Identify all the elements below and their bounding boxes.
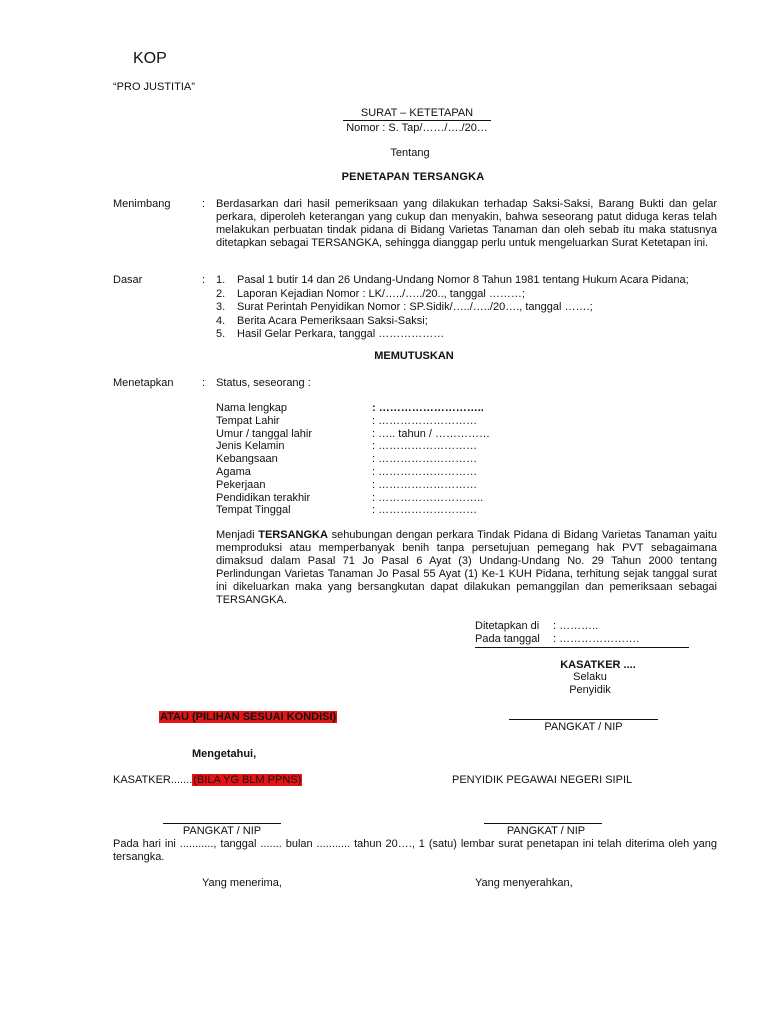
list-text: Surat Perintah Penyidikan Nomor : SP.Sidik/…../…../20…., tanggal …….; bbox=[237, 301, 593, 313]
signer-title: KASATKER .... bbox=[560, 659, 636, 671]
document-title-block bbox=[343, 107, 491, 134]
document-subject: PENETAPAN TERSANGKA bbox=[341, 171, 485, 183]
document-title: SURAT – KETETAPAN bbox=[343, 107, 491, 121]
decision-pre: Menjadi bbox=[216, 529, 259, 541]
field-value: : ….. tahun / …………… bbox=[372, 427, 490, 440]
field-name: Jenis Kelamin bbox=[216, 440, 285, 453]
signature-line-right bbox=[484, 823, 602, 824]
list-text: Berita Acara Pemeriksaan Saksi-Saksi; bbox=[237, 314, 428, 327]
menimbang-colon: : bbox=[202, 198, 206, 210]
tentang-label: Tentang bbox=[390, 147, 430, 159]
issued-divider bbox=[475, 647, 689, 648]
field-name: Tempat Lahir bbox=[216, 414, 280, 427]
list-number: 3. bbox=[216, 301, 226, 313]
field-value: : ……………………… bbox=[372, 504, 478, 517]
alternative-label bbox=[159, 711, 337, 723]
signer-pangkat: PANGKAT / NIP bbox=[544, 721, 623, 733]
field-name: Tempat Tinggal bbox=[216, 504, 291, 517]
menimbang-text: Berdasarkan dari hasil pemeriksaan yang dilakukan terhadap Saksi-Saksi, Barang Bukti dan gelar perkara, diperoleh keterangan yang cukup dan menyakin, bahwa seseorang patut diduga keras telah melakukan perbuatan tindak pidana di Bidang Varietas Tanaman dan oleh sebab itu maka statusnya ditetapkan sebagai TERSANGKA, sehingga dianggap perlu untuk mengeluarkan Surat Ketetapan ini. bbox=[216, 198, 717, 249]
decision-paragraph bbox=[216, 529, 717, 607]
field-value: : ……………………….. bbox=[372, 402, 484, 414]
kop-header: KOP bbox=[133, 50, 167, 67]
document-number: Nomor : S. Tap/……/…./20… bbox=[346, 122, 488, 134]
issued-at-value: : ……….. bbox=[553, 620, 599, 632]
giver-label: Yang menyerahkan, bbox=[475, 877, 573, 889]
dasar-label: Dasar bbox=[113, 274, 143, 286]
ppns-label: PENYIDIK PEGAWAI NEGERI SIPIL bbox=[452, 774, 633, 786]
list-item bbox=[216, 288, 689, 302]
list-number: 5. bbox=[216, 328, 226, 340]
field-value: : ……………………… bbox=[372, 440, 478, 453]
receiver-label: Yang menerima, bbox=[202, 877, 282, 889]
kasatker-block bbox=[113, 774, 302, 786]
kasatker-label: KASATKER....... bbox=[113, 774, 193, 786]
pangkat-left: PANGKAT / NIP bbox=[182, 825, 262, 837]
list-number: 2. bbox=[216, 287, 226, 300]
status-label: Status, seseorang : bbox=[216, 377, 311, 389]
kasatker-note: (BILA YG BLM PPNS) bbox=[193, 774, 302, 786]
mengetahui-label: Mengetahui, bbox=[192, 748, 257, 760]
signature-line-left bbox=[163, 823, 281, 824]
issued-date-label: Pada tanggal bbox=[475, 633, 540, 645]
menimbang-label: Menimbang bbox=[113, 198, 171, 210]
pangkat-right: PANGKAT / NIP bbox=[506, 825, 586, 837]
menetapkan-label: Menetapkan bbox=[113, 377, 174, 389]
field-value: : ……………………… bbox=[372, 465, 478, 478]
list-text: Hasil Gelar Perkara, tanggal ……………… bbox=[237, 328, 445, 340]
list-item bbox=[216, 274, 689, 288]
memutuskan-heading: MEMUTUSKAN bbox=[374, 350, 454, 362]
dasar-colon: : bbox=[202, 274, 206, 286]
signer-selaku: Selaku bbox=[573, 671, 607, 683]
field-name: Nama lengkap bbox=[216, 402, 287, 414]
field-name: Pekerjaan bbox=[216, 478, 266, 491]
list-item bbox=[216, 315, 689, 329]
menetapkan-colon: : bbox=[202, 377, 206, 389]
field-value: : ……………………… bbox=[372, 453, 478, 466]
list-item bbox=[216, 328, 689, 342]
receipt-text: Pada hari ini ..........., tanggal ....... bulan ........... tahun 20…., 1 (satu) lembar surat penetapan ini telah diterima oleh yang tersangka. bbox=[113, 838, 717, 863]
signature-line bbox=[509, 719, 658, 720]
dasar-list bbox=[216, 274, 689, 342]
list-number: 1. bbox=[216, 274, 226, 286]
signer-penyidik: Penyidik bbox=[569, 684, 611, 696]
decision-rest: sehubungan dengan perkara Tindak Pidana di Bidang Varietas Tanaman yaitu memproduksi atau memperbanyak benih tanpa persetujuan pemegang hak PVT sebagaimana dimaksud dalam Pasal 71 Jo Pasal 6 Ayat (3) Undang-Undang No. 29 Tahun 2000 tentang Perlindungan Varietas Tanaman Jo Pasal 55 Ayat (1) Ke-1 KUH Pidana, terhitung sejak tanggal surat ini dikeluarkan maka yang bersangkutan dapat dilakukan pemanggilan dan pemeriksaan sebagai TERSANGKA. bbox=[216, 529, 718, 606]
field-value: : ……………………… bbox=[372, 414, 478, 427]
decision-bold: TERSANGKA bbox=[258, 529, 328, 541]
pro-justitia: “PRO JUSTITIA” bbox=[113, 81, 195, 93]
field-name: Agama bbox=[216, 465, 251, 478]
list-number: 4. bbox=[216, 314, 226, 327]
field-name: Kebangsaan bbox=[216, 453, 278, 466]
list-text: Pasal 1 butir 14 dan 26 Undang-Undang Nomor 8 Tahun 1981 tentang Hukum Acara Pidana; bbox=[237, 274, 689, 286]
field-name: Pendidikan terakhir bbox=[216, 491, 311, 504]
field-name: Umur / tanggal lahir bbox=[216, 427, 312, 440]
alternative-highlight: ATAU (PILIHAN SESUAI KONDISI) bbox=[160, 711, 337, 723]
issued-date-value: : …………………. bbox=[553, 633, 640, 645]
issued-at-label: Ditetapkan di bbox=[475, 620, 540, 632]
list-text: Laporan Kejadian Nomor : LK/…../…../20.., tanggal ………; bbox=[237, 287, 525, 300]
list-item bbox=[216, 301, 689, 315]
field-value: : ……………………… bbox=[372, 478, 478, 491]
field-value: : ……………………….. bbox=[372, 491, 484, 504]
